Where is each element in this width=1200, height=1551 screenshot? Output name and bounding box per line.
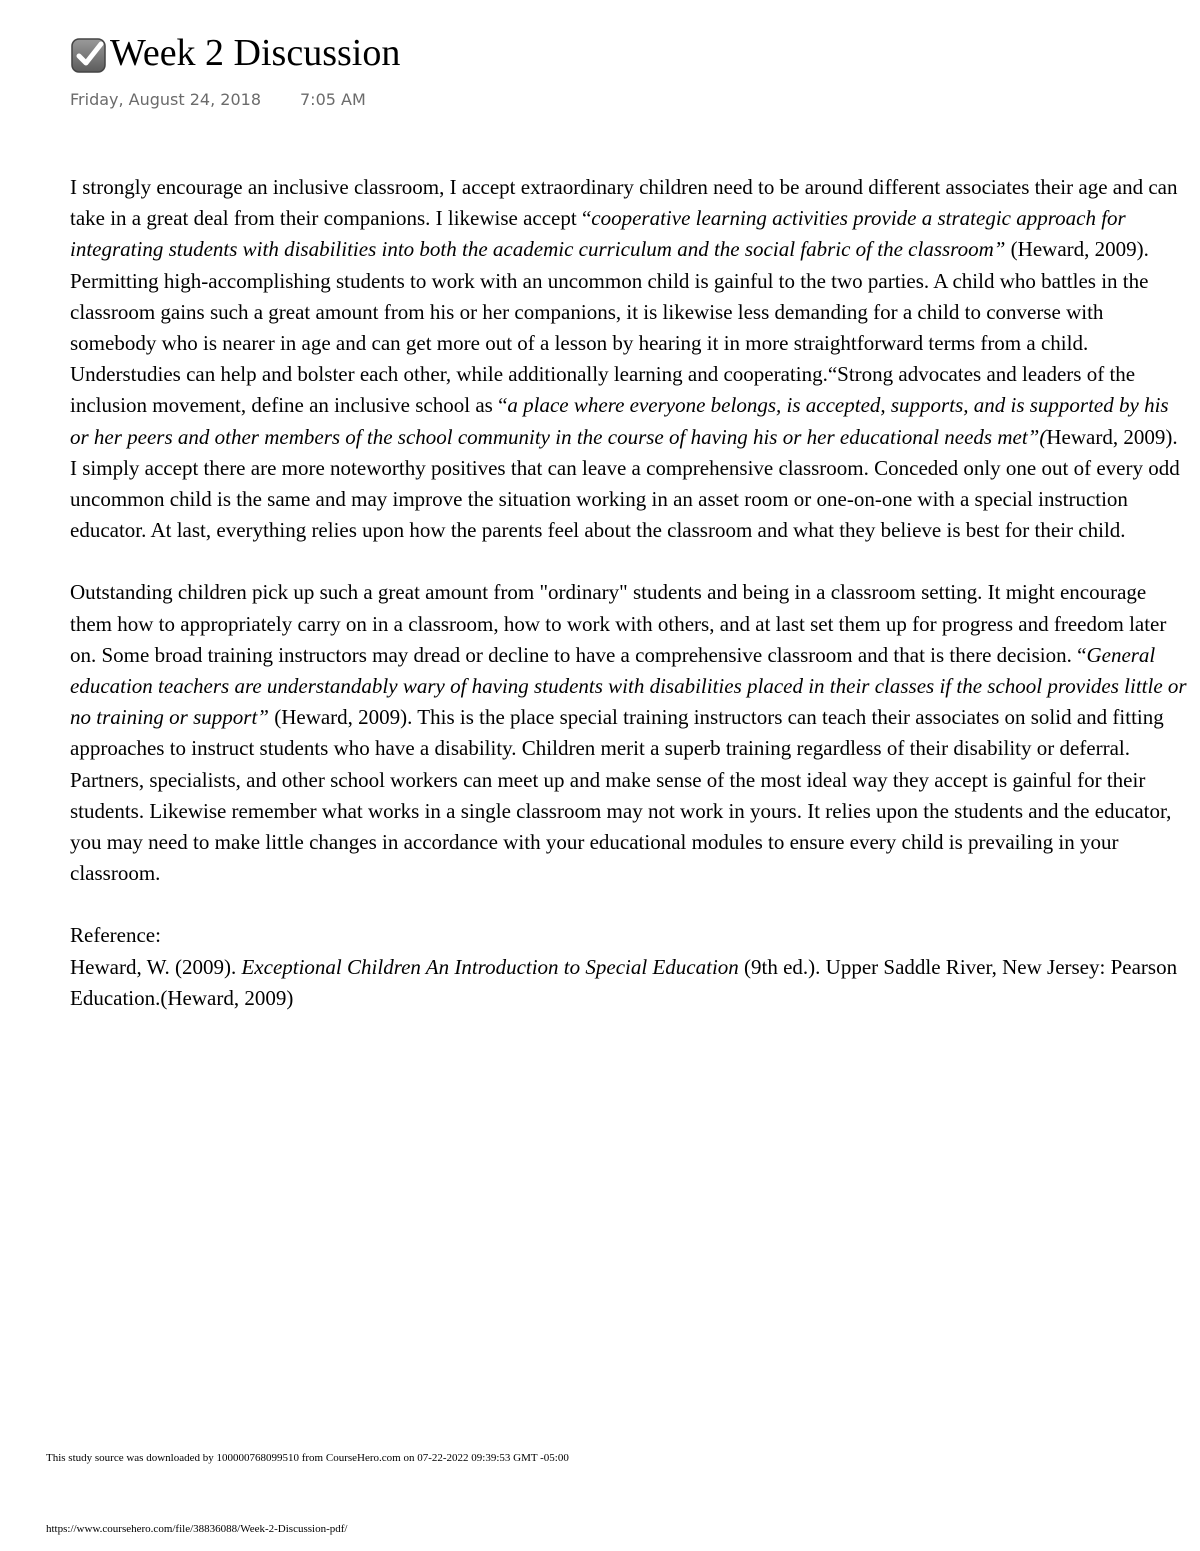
text-run: cooperative learning activities provide a strategic approach for integrating students with disabilities into both the academic curriculum and the social fabric of the classroom” [70, 206, 1126, 262]
paragraph-1 [70, 172, 1188, 546]
text-run: (Heward, 2009). Permitting high-accomplishing students to work with an uncommon child is gainful to the two parties. A child who battles in the classroom gains such a great amount from his or her companions, it is likewise less demanding for a child to converse with somebody who is nearer in age and can get more out of a lesson by hearing it in more straightforward terms from a child. Understudies can help and bolster each other, while additionally learning and cooperating.“Strong advocates and leaders of the inclusion movement, define an inclusive school as “ [70, 237, 1149, 418]
note-header [70, 30, 1170, 109]
page-title: Week 2 Discussion [110, 32, 401, 74]
source-url: https://www.coursehero.com/file/38836088/Week-2-Discussion-pdf/ [46, 1523, 348, 1535]
text-run: Heward, 2009). I simply accept there are more noteworthy positives that can leave a comprehensive classroom. Conceded only one out of every odd uncommon child is the same and may improve the situation working in an asset room or one-on-one with a special instruction educator. At last, everything relies upon how the parents feel about the classroom and what they believe is best for their child. [70, 424, 1180, 543]
text-run: Outstanding children pick up such a great amount from "ordinary" students and being in a classroom setting. It might encourage them how to appropriately carry on in a classroom, how to work with others, and at last set them up for progress and freedom later on. Some broad training instructors may dread or decline to have a comprehensive classroom and that is there decision. “ [70, 580, 1167, 667]
download-notice: This study source was downloaded by 100000768099510 from CourseHero.com on 07-22-2022 09:39:53 GMT -05:00 [46, 1452, 569, 1464]
note-date: Friday, August 24, 2018 [70, 90, 261, 109]
note-time: 7:05 AM [300, 90, 366, 109]
text-run: General education teachers are understandably wary of having students with disabilities placed in their classes if the school provides little or no training or support” [70, 642, 1187, 730]
note-body [70, 172, 1188, 1014]
checkbox-checked-icon [70, 36, 108, 74]
text-run: (Heward, 2009). This is the place special training instructors can teach their associates on solid and fitting approaches to instruct students who have a disability. Children merit a superb training regardless of their disability or deferral. Partners, specialists, and other school workers can meet up and make sense of the most ideal way they accept is gainful for their students. Likewise remember what works in a single classroom may not work in yours. It relies upon the students and the educator, you may need to make little changes in accordance with your educational modules to ensure every child is prevailing in your classroom. [70, 705, 1172, 886]
reference-heading: Reference: [70, 923, 161, 948]
text-run: a place where everyone belongs, is accepted, supports, and is supported by his or her peers and other members of the school community in the course of having his or her educational needs met”( [70, 393, 1169, 449]
text-run: Heward, W. (2009). [70, 954, 242, 979]
text-run: (9th ed.). Upper Saddle River, New Jersey: Pearson Education.(Heward, 2009) [70, 954, 1178, 1010]
title-row [70, 30, 1170, 76]
text-run: I strongly encourage an inclusive classroom, I accept extraordinary children need to be around different associates their age and can take in a great deal from their companions. I likewise accept “ [70, 175, 1178, 231]
text-run: Exceptional Children An Introduction to Special Education [241, 954, 739, 979]
note-meta [70, 90, 1170, 109]
paragraph-2 [70, 577, 1188, 889]
reference-entry [70, 952, 1188, 1014]
